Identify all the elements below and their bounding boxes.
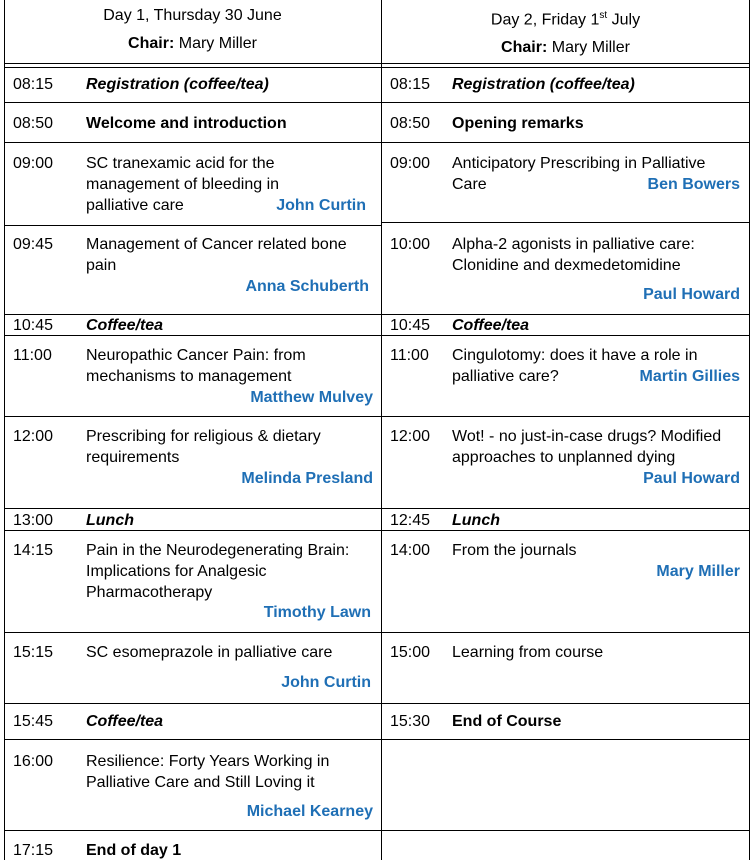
day1-session-title: End of day 1 xyxy=(86,842,182,859)
row-rule xyxy=(4,830,750,831)
day1-session-title: Lunch xyxy=(86,512,134,529)
day1-time: 17:15 xyxy=(13,842,54,859)
header-bottom-rule xyxy=(4,63,750,64)
day2-speaker: Ben Bowers xyxy=(647,176,740,193)
day2-speaker: Martin Gillies xyxy=(639,368,740,385)
day1-session-title: Coffee/tea xyxy=(86,713,164,730)
day1-time: 09:00 xyxy=(13,155,54,172)
day1-session-title: Welcome and introduction xyxy=(86,115,287,132)
day2-header xyxy=(381,2,750,62)
day1-speaker: John Curtin xyxy=(281,674,371,691)
day2-session-title: Alpha-2 agonists in palliative care: Clonidine and dexmedetomidine xyxy=(452,236,695,274)
day2-session-title: Wot! - no just-in-case drugs? Modified approaches to unplanned dying xyxy=(452,428,722,466)
day2-session-title: Anticipatory Prescribing in Palliative Care xyxy=(452,155,706,193)
day2-session-title: Lunch xyxy=(452,512,500,529)
day2-speaker: Mary Miller xyxy=(656,563,740,580)
day1-time: 10:45 xyxy=(13,317,54,334)
day2-time: 11:00 xyxy=(390,347,429,364)
day2-speaker: Paul Howard xyxy=(643,286,740,303)
day2-time: 12:00 xyxy=(390,428,431,445)
row-rule xyxy=(4,416,750,417)
day1-session-title: Prescribing for religious & dietary requirements xyxy=(86,428,321,466)
day2-session-title: From the journals xyxy=(452,542,577,559)
day2-session-title: Opening remarks xyxy=(452,115,584,132)
row-rule xyxy=(4,703,750,704)
day1-speaker: Timothy Lawn xyxy=(263,604,371,621)
day1-session-title: SC esomeprazole in palliative care xyxy=(86,644,333,661)
day2-speaker: Paul Howard xyxy=(643,470,740,487)
row-rule xyxy=(381,222,750,223)
day1-time: 13:00 xyxy=(13,512,54,529)
day2-time: 15:30 xyxy=(390,713,431,730)
day1-speaker: Melinda Presland xyxy=(241,470,373,487)
header-bottom-rule-2 xyxy=(4,67,750,68)
day1-time: 08:15 xyxy=(13,76,54,93)
day1-time: 12:00 xyxy=(13,428,54,445)
day1-time: 11:00 xyxy=(13,347,52,364)
day1-date: Day 1, Thursday 30 June xyxy=(103,7,282,24)
day1-time: 15:45 xyxy=(13,713,54,730)
row-rule xyxy=(4,632,750,633)
day2-chair: Chair: Mary Miller xyxy=(501,39,630,57)
day1-session-title: Resilience: Forty Years Working in Palliative Care and Still Loving it xyxy=(86,753,330,791)
day2-time: 09:00 xyxy=(390,155,431,172)
row-rule xyxy=(4,225,381,226)
day1-time: 15:15 xyxy=(13,644,54,661)
day2-session-title: Cingulotomy: does it have a role in palliative care? xyxy=(452,347,698,385)
table-left-border xyxy=(4,0,5,860)
day1-time: 14:15 xyxy=(13,542,54,559)
day2-time: 08:50 xyxy=(390,115,431,132)
row-rule xyxy=(4,508,750,509)
day2-time: 15:00 xyxy=(390,644,431,661)
day2-session-title: Registration (coffee/tea) xyxy=(452,76,635,93)
day1-speaker: John Curtin xyxy=(276,197,366,214)
day1-speaker: Matthew Mulvey xyxy=(250,389,373,406)
day2-session-title: End of Course xyxy=(452,713,562,730)
day1-session-title: SC tranexamic acid for the management of bleeding in palliative care xyxy=(86,155,280,214)
day2-session-title: Coffee/tea xyxy=(452,317,530,334)
column-divider xyxy=(381,0,382,860)
day2-date: Day 2, Friday 1st July xyxy=(490,10,641,29)
day1-session-title: Neuropathic Cancer Pain: from mechanisms to management xyxy=(86,347,306,385)
day1-session-title: Pain in the Neurodegenerating Brain: Implications for Analgesic Pharmacotherapy xyxy=(86,542,350,601)
day1-time: 09:45 xyxy=(13,236,54,253)
day1-time: 16:00 xyxy=(13,753,54,770)
day1-session-title: Registration (coffee/tea) xyxy=(86,76,269,93)
row-rule xyxy=(4,102,750,103)
day1-session-title: Management of Cancer related bone pain xyxy=(86,236,347,274)
row-rule xyxy=(4,739,750,740)
day2-time: 08:15 xyxy=(390,76,431,93)
day1-header xyxy=(4,2,381,58)
day1-session-title: Coffee/tea xyxy=(86,317,164,334)
day2-time: 12:45 xyxy=(390,512,431,529)
table-right-border xyxy=(749,0,750,860)
day2-time: 10:00 xyxy=(390,236,431,253)
day1-speaker: Anna Schuberth xyxy=(245,278,369,295)
day2-time: 14:00 xyxy=(390,542,431,559)
day2-time: 10:45 xyxy=(390,317,431,334)
day1-speaker: Michael Kearney xyxy=(246,803,373,820)
day2-session-title: Learning from course xyxy=(452,644,604,661)
row-rule xyxy=(4,142,750,143)
day1-chair: Chair: Mary Miller xyxy=(128,35,257,52)
day1-time: 08:50 xyxy=(13,115,54,132)
